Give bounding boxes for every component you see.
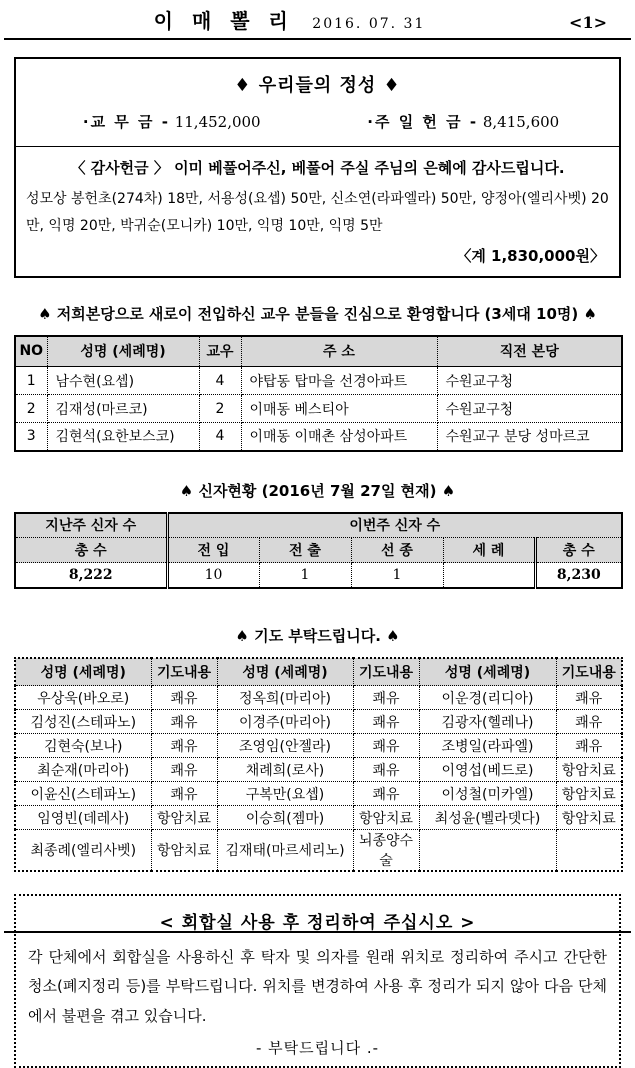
table-cell: 항암치료 — [556, 806, 622, 830]
table-cell: 4 — [199, 367, 241, 395]
this-week-total-value: 8,230 — [535, 563, 622, 588]
offering-amounts — [26, 111, 609, 132]
table-cell: 쾌유 — [353, 710, 419, 734]
welcome-table — [14, 335, 623, 452]
table-cell: 쾌유 — [353, 734, 419, 758]
status-heading: ♠ 신자현황 (2016년 7월 27일 현재) ♠ — [179, 481, 456, 500]
table-cell: 채례희(로사) — [217, 758, 353, 782]
table-row — [15, 758, 622, 782]
table-cell: 야탑동 탑마을 선경아파트 — [241, 367, 437, 395]
table-cell: 김재태(마르세리노) — [217, 830, 353, 872]
table-cell: 4 — [199, 423, 241, 451]
col-no: NO — [15, 336, 47, 367]
table-row — [15, 686, 622, 710]
this-week-total-label: 총 수 — [535, 538, 622, 563]
table-cell: 이매동 이매촌 삼성아파트 — [241, 423, 437, 451]
status-table — [14, 512, 623, 589]
bulletin-date: 2016. 07. 31 — [312, 16, 426, 32]
col-intention-2: 기도내용 — [353, 658, 419, 686]
table-cell: 김현숙(보나) — [15, 734, 151, 758]
transfer-in-value: 10 — [167, 563, 259, 588]
table-row — [15, 782, 622, 806]
table-cell: 우상욱(바오로) — [15, 686, 151, 710]
table-cell: 남수현(요셉) — [47, 367, 199, 395]
table-cell: 쾌유 — [556, 710, 622, 734]
table-cell: 쾌유 — [556, 686, 622, 710]
table-cell: 이윤신(스테파노) — [15, 782, 151, 806]
table-cell — [419, 830, 556, 872]
table-cell — [556, 830, 622, 872]
table-cell: 쾌유 — [151, 710, 217, 734]
page-number: <1> — [569, 13, 607, 32]
table-cell: 항암치료 — [556, 758, 622, 782]
table-cell: 수원교구 분당 성마르코 — [437, 423, 622, 451]
table-cell: 이영섭(베드로) — [419, 758, 556, 782]
prayer-table — [14, 657, 623, 873]
table-cell: 김재성(마르코) — [47, 395, 199, 423]
gyomu-label: ·교 무 금 - — [82, 113, 170, 131]
last-week-total-value: 8,222 — [15, 563, 167, 588]
table-cell: 최성윤(벨라뎃다) — [419, 806, 556, 830]
table-cell: 2 — [199, 395, 241, 423]
this-week-label: 이번주 신자 수 — [167, 513, 622, 538]
prayer-table-body — [15, 686, 622, 872]
deceased-value: 1 — [351, 563, 443, 588]
table-cell: 항암치료 — [556, 782, 622, 806]
table-row — [15, 710, 622, 734]
thanks-title: 〈 감사헌금 〉 이미 베풀어주신, 베풀어 주실 주님의 은혜에 감사드립니다. — [70, 159, 565, 177]
status-values-row — [15, 563, 622, 588]
table-cell: 3 — [15, 423, 47, 451]
transfer-out-label: 전 출 — [259, 538, 351, 563]
thanks-total: 〈계 1,830,000원〉 — [456, 246, 605, 265]
page-header — [4, 0, 631, 40]
col-name-1: 성명 (세례명) — [15, 658, 151, 686]
table-cell: 쾌유 — [353, 782, 419, 806]
col-members: 교우 — [199, 336, 241, 367]
status-subheader-row — [15, 538, 622, 563]
table-row — [15, 395, 622, 423]
table-cell: 이운경(리디아) — [419, 686, 556, 710]
col-name: 성명 (세례명) — [47, 336, 199, 367]
thanks-body: 성모상 봉헌초(274차) 18만, 서용성(요셉) 50만, 신소연(라파엘라) 50만, 양정아(엘리사벳) 20만, 익명 20만, 박귀순(모니카) 10만, 익명 10만, 익명 5만 — [26, 191, 609, 235]
notice-body: 각 단체에서 회합실을 사용하신 후 탁자 및 의자를 원래 위치로 정리하여 주시고 간단한 청소(폐지정리 등)를 부탁드립니다. 위치를 변경하여 사용 후 정리가 되지 않아 다음 단체에서 불편을 겪고 있습니다. — [28, 948, 607, 1025]
table-cell: 쾌유 — [151, 782, 217, 806]
gyomu-amount — [26, 111, 318, 132]
table-row — [15, 734, 622, 758]
gyomu-value: 11,452,000 — [174, 113, 261, 131]
last-week-label: 지난주 신자 수 — [15, 513, 167, 538]
meeting-room-notice — [14, 894, 621, 1068]
deceased-label: 선 종 — [351, 538, 443, 563]
col-previous-parish: 직전 본당 — [437, 336, 622, 367]
table-cell: 이승희(젬마) — [217, 806, 353, 830]
col-address: 주 소 — [241, 336, 437, 367]
table-row — [15, 806, 622, 830]
juil-value: 8,415,600 — [482, 113, 560, 131]
table-cell: 조병일(라파엘) — [419, 734, 556, 758]
table-cell: 조영임(안젤라) — [217, 734, 353, 758]
table-header-row — [15, 336, 622, 367]
table-cell: 이매동 베스티아 — [241, 395, 437, 423]
status-group-row — [15, 513, 622, 538]
table-cell: 쾌유 — [353, 686, 419, 710]
table-cell: 김성진(스테파노) — [15, 710, 151, 734]
table-row — [15, 423, 622, 451]
table-cell: 쾌유 — [151, 758, 217, 782]
table-cell: 임영빈(데레사) — [15, 806, 151, 830]
table-cell: 쾌유 — [151, 734, 217, 758]
welcome-table-body — [15, 367, 622, 451]
table-cell: 항암치료 — [151, 830, 217, 872]
offering-box — [14, 57, 621, 278]
welcome-heading: ♠ 저희본당으로 새로이 전입하신 교우 분들을 진심으로 환영합니다 (3세대 10명) ♠ — [38, 304, 597, 323]
header-center — [10, 5, 569, 34]
table-row — [15, 830, 622, 872]
offering-title: ♦ 우리들의 정성 ♦ — [234, 75, 401, 96]
table-cell: 2 — [15, 395, 47, 423]
thanks-offering-section — [16, 147, 619, 276]
baptism-label: 세 례 — [443, 538, 535, 563]
footer-divider — [4, 931, 631, 933]
table-cell: 뇌종양수술 — [353, 830, 419, 872]
transfer-out-value: 1 — [259, 563, 351, 588]
notice-title: < 회합실 사용 후 정리하여 주십시오 > — [159, 913, 476, 934]
table-cell: 김현석(요한보스코) — [47, 423, 199, 451]
offering-summary — [16, 59, 619, 147]
table-cell: 쾌유 — [556, 734, 622, 758]
table-cell: 김광자(헬레나) — [419, 710, 556, 734]
table-cell: 항암치료 — [353, 806, 419, 830]
prayer-heading: ♠ 기도 부탁드립니다. ♠ — [235, 626, 400, 645]
table-cell: 쾌유 — [151, 686, 217, 710]
bulletin-title: 이 매 뽈 리 — [153, 9, 294, 33]
welcome-table-head — [15, 336, 622, 367]
col-name-2: 성명 (세례명) — [217, 658, 353, 686]
juil-label: ·주 일 헌 금 - — [367, 113, 479, 131]
table-cell: 최순재(마리아) — [15, 758, 151, 782]
table-cell: 이성철(미카엘) — [419, 782, 556, 806]
table-row — [15, 367, 622, 395]
table-cell: 정옥희(마리아) — [217, 686, 353, 710]
table-cell: 수원교구청 — [437, 367, 622, 395]
baptism-value — [443, 563, 535, 588]
table-cell: 수원교구청 — [437, 395, 622, 423]
table-cell: 항암치료 — [151, 806, 217, 830]
table-cell: 쾌유 — [353, 758, 419, 782]
last-week-total-label: 총 수 — [15, 538, 167, 563]
juil-amount — [318, 111, 610, 132]
table-header-row — [15, 658, 622, 686]
prayer-table-head — [15, 658, 622, 686]
col-name-3: 성명 (세례명) — [419, 658, 556, 686]
table-cell: 1 — [15, 367, 47, 395]
col-intention-3: 기도내용 — [556, 658, 622, 686]
notice-footer: - 부탁드립니다 .- — [255, 1038, 380, 1057]
table-cell: 이경주(마리아) — [217, 710, 353, 734]
table-cell: 구복만(요셉) — [217, 782, 353, 806]
col-intention-1: 기도내용 — [151, 658, 217, 686]
table-cell: 최종례(엘리사벳) — [15, 830, 151, 872]
transfer-in-label: 전 입 — [167, 538, 259, 563]
